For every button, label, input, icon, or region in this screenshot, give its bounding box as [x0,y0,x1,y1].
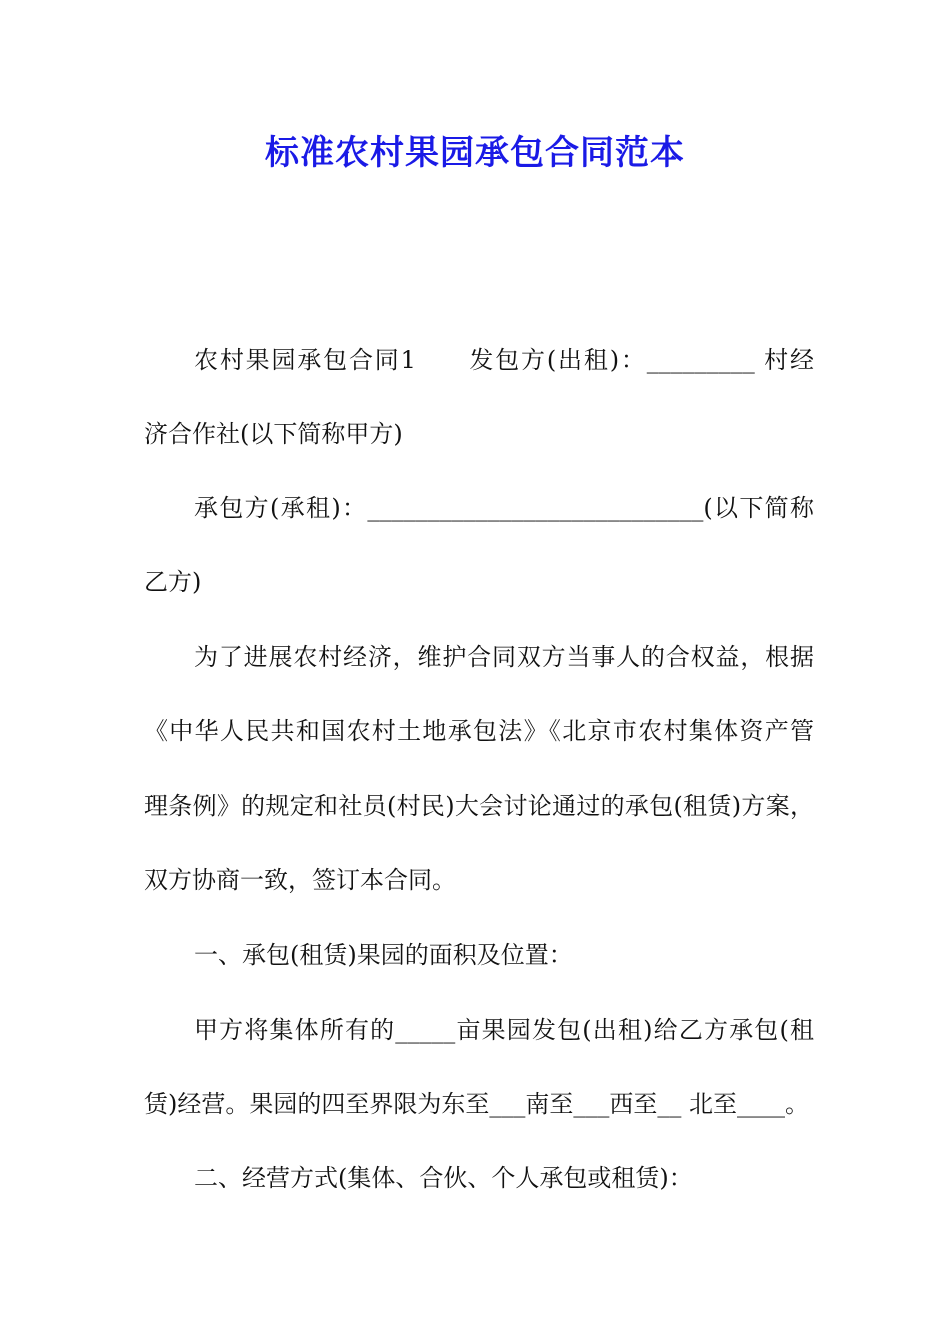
paragraph-line: 甲方将集体所有的_____亩果园发包(出租)给乙方承包(租 [194,1016,814,1044]
paragraph-line: 《中华人民共和国农村土地承包法》《北京市农村集体资产管 [144,717,814,745]
paragraph-line: 理条例》的规定和社员(村民)大会讨论通过的承包(租赁)方案， [144,792,814,820]
paragraph-line: 为了进展农村经济，维护合同双方当事人的合权益，根据 [194,643,814,671]
paragraph-line: 农村果园承包合同1 发包方(出租)：_________ 村经 [194,346,814,374]
paragraph-line: 赁)经营。果园的四至界限为东至___南至___西至__ 北至____。 [144,1090,809,1118]
document-title: 标准农村果园承包合同范本 [265,133,685,173]
section-heading: 一、承包(租赁)果园的面积及位置： [194,941,573,969]
paragraph-line: 双方协商一致，签订本合同。 [144,866,456,894]
paragraph-line: 乙方) [144,568,202,596]
paragraph-line: 济合作社(以下简称甲方) [144,420,403,448]
paragraph-line: 承包方(承租)：____________________________(以下简称 [194,494,814,522]
section-heading: 二、经营方式(集体、合伙、个人承包或租赁)： [194,1164,693,1192]
